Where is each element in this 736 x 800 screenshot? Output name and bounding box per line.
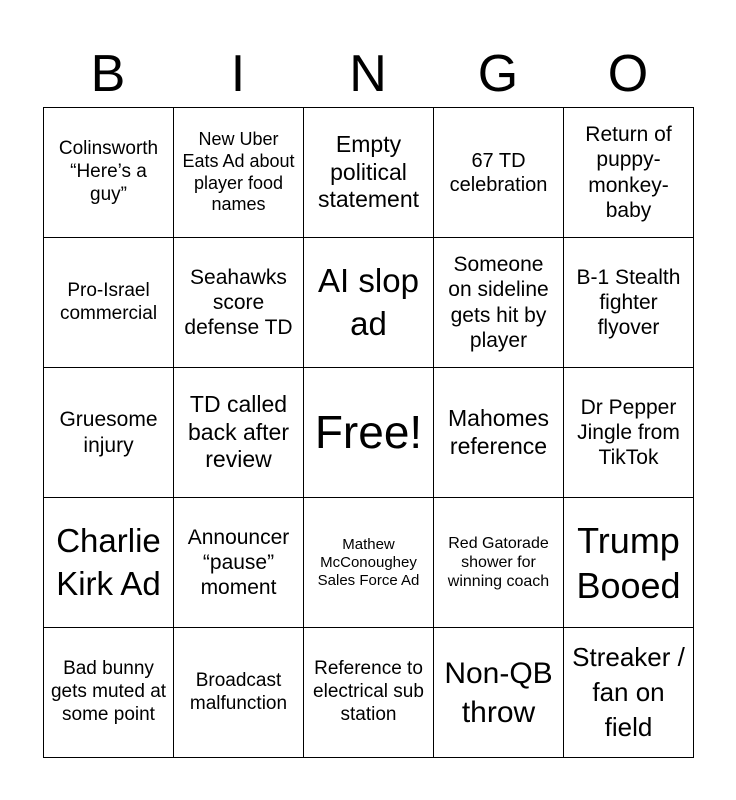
bingo-grid bbox=[43, 107, 694, 758]
bingo-cell[interactable]: Broadcast malfunction bbox=[174, 628, 304, 758]
bingo-cell[interactable]: Colinsworth “Here’s a guy” bbox=[44, 108, 174, 238]
header-letter-i: I bbox=[230, 45, 246, 103]
bingo-cell[interactable]: Non-QB throw bbox=[434, 628, 564, 758]
bingo-cell[interactable]: Mathew McConoughey Sales Force Ad bbox=[304, 498, 434, 628]
bingo-cell[interactable]: Seahawks score defense TD bbox=[174, 238, 304, 368]
header-letter-g: G bbox=[477, 45, 519, 103]
bingo-header bbox=[43, 40, 693, 108]
bingo-cell[interactable]: Streaker / fan on field bbox=[564, 628, 694, 758]
bingo-cell[interactable]: Charlie Kirk Ad bbox=[44, 498, 174, 628]
bingo-cell[interactable]: Gruesome injury bbox=[44, 368, 174, 498]
bingo-cell[interactable]: Bad bunny gets muted at some point bbox=[44, 628, 174, 758]
header-letter-o: O bbox=[607, 45, 649, 103]
bingo-cell[interactable]: Pro-Israel commercial bbox=[44, 238, 174, 368]
bingo-cell[interactable]: 67 TD celebration bbox=[434, 108, 564, 238]
bingo-cell[interactable]: Reference to electrical sub station bbox=[304, 628, 434, 758]
bingo-cell[interactable]: New Uber Eats Ad about player food names bbox=[174, 108, 304, 238]
bingo-cell[interactable]: Empty political statement bbox=[304, 108, 434, 238]
bingo-cell[interactable]: Return of puppy-monkey-baby bbox=[564, 108, 694, 238]
bingo-cell[interactable]: Someone on sideline gets hit by player bbox=[434, 238, 564, 368]
bingo-cell[interactable]: Mahomes reference bbox=[434, 368, 564, 498]
bingo-cell[interactable]: Announcer “pause” moment bbox=[174, 498, 304, 628]
bingo-cell[interactable]: Dr Pepper Jingle from TikTok bbox=[564, 368, 694, 498]
bingo-cell[interactable]: Red Gatorade shower for winning coach bbox=[434, 498, 564, 628]
bingo-cell[interactable]: B-1 Stealth fighter flyover bbox=[564, 238, 694, 368]
free-space-cell[interactable]: Free! bbox=[304, 368, 434, 498]
bingo-cell[interactable]: TD called back after review bbox=[174, 368, 304, 498]
header-letter-n: N bbox=[349, 45, 387, 103]
header-letter-b: B bbox=[90, 45, 126, 103]
bingo-cell[interactable]: AI slop ad bbox=[304, 238, 434, 368]
bingo-cell[interactable]: Trump Booed bbox=[564, 498, 694, 628]
